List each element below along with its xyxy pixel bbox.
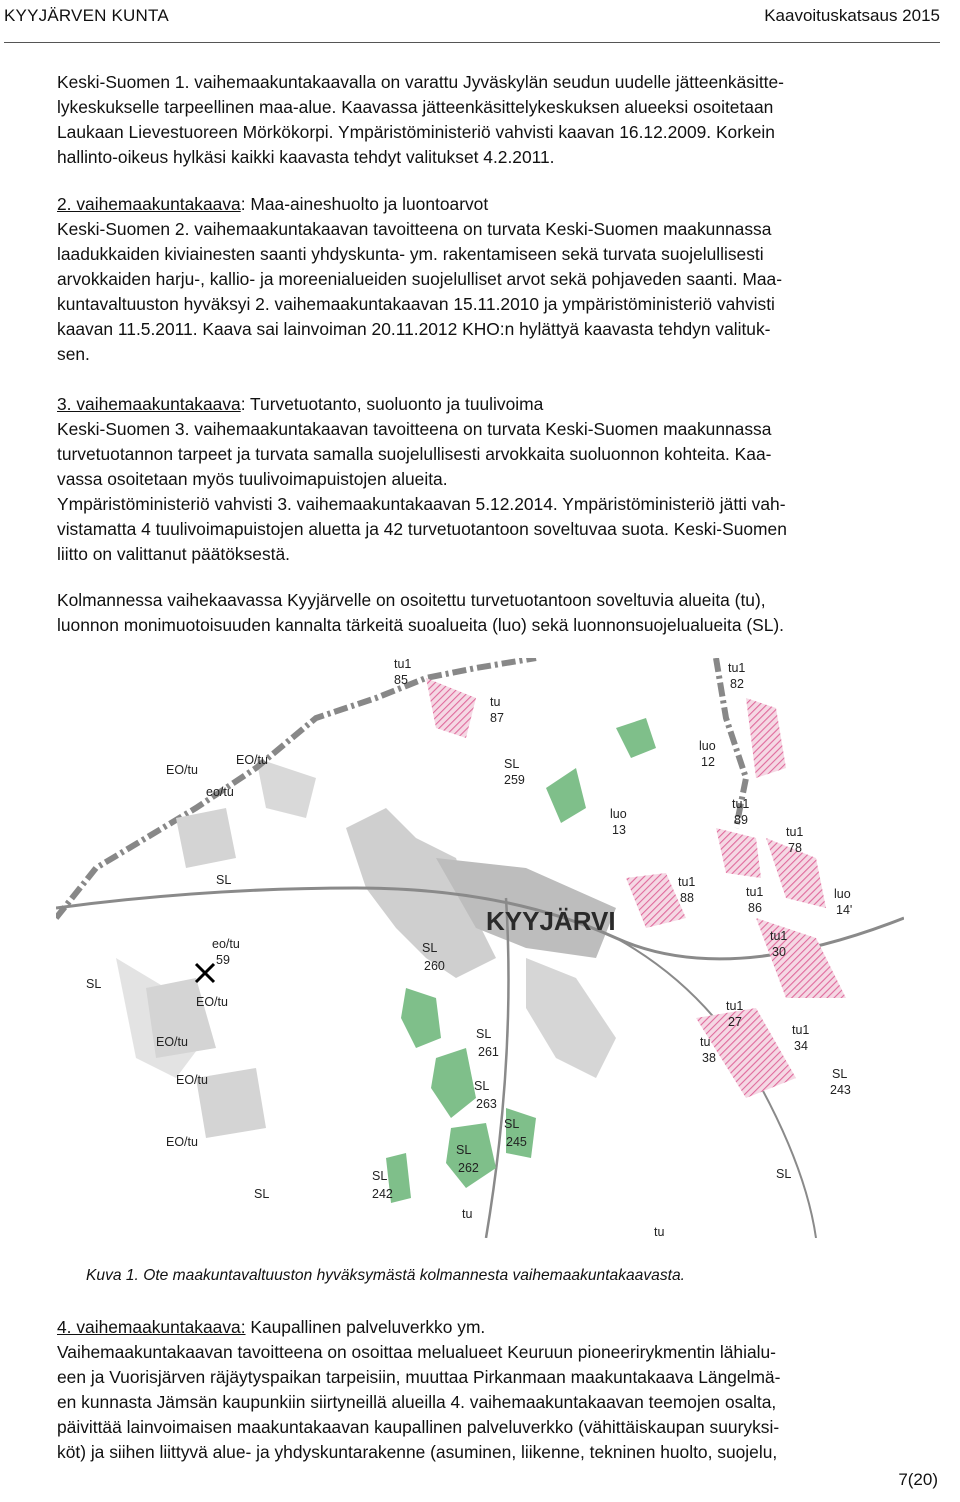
map-label: 13 <box>612 823 626 837</box>
text-line: Laukaan Lievestuoreen Mörkökorpi. Ympäristöministeriö vahvisti kaavan 16.12.2009. Korkein <box>57 122 775 142</box>
text-line: en kunnasta Jämsän kaupunkiin siirtyneillä alueilla 4. vaihemaakuntakaavan teemojen osalta, <box>57 1392 777 1412</box>
map-label: EO/tu <box>176 1073 208 1087</box>
map-label: 242 <box>372 1187 393 1201</box>
map-label: 78 <box>788 841 802 855</box>
text-line: vistamatta 4 tuulivoimapuistojen aluetta ja 42 turvetuotantoon soveltuvaa suota. Keski-Suomen <box>57 519 787 539</box>
paragraph-waste-center <box>57 70 937 170</box>
map-label: SL <box>504 757 520 771</box>
text-line: hallinto-oikeus hylkäsi kaikki kaavasta tehdyt valitukset 4.2.2011. <box>57 147 555 167</box>
header-rule <box>4 42 940 43</box>
text-line: liitto on valittanut päätöksestä. <box>57 544 290 564</box>
map-label: SL <box>422 941 438 955</box>
map-label: SL <box>456 1143 472 1157</box>
text-line: Ympäristöministeriö vahvisti 3. vaihemaakuntakaavan 5.12.2014. Ympäristöministeriö jätti vah- <box>57 494 786 514</box>
section-third-phase-plan <box>57 392 937 567</box>
section-heading <box>57 392 937 417</box>
text-line: Vaihemaakuntakaavan tavoitteena on osoittaa melualueet Keuruun pioneerirykmentin lähialu- <box>57 1342 776 1362</box>
text-line: lykeskukselle tarpeellinen maa-alue. Kaavassa jätteenkäsittelykeskuksen alueeksi osoitetaan <box>57 97 774 117</box>
map-label: 12 <box>701 755 715 769</box>
map-label: EO/tu <box>166 763 198 777</box>
map-label: SL <box>776 1167 792 1181</box>
map-label: tu1 <box>770 929 788 943</box>
page-header <box>0 0 960 44</box>
map-label: tu1 <box>394 658 412 671</box>
text-line: sen. <box>57 344 90 364</box>
eo-tu-area <box>176 808 236 868</box>
text-line: Keski-Suomen 1. vaihemaakuntakaavalla on varattu Jyväskylän seudun uudelle jätteenkäsitte- <box>57 72 784 92</box>
text-line: laadukkaiden kiviainesten saanti yhdyskunta- ym. rakentamiseen sekä turvata suojelullisesti <box>57 244 764 264</box>
page-number: 7(20) <box>898 1470 938 1489</box>
map-label: 88 <box>680 891 694 905</box>
text-line: een ja Vuorisjärven räjäytyspaikan tarpeisiin, muuttaa Pirkanmaan maakuntakaava Längelmä- <box>57 1367 781 1387</box>
text-line: köt) ja siihen liittyvä alue- ja yhdyskuntarakenne (asuminen, liikenne, tekninen huolto, suojelu, <box>57 1442 778 1462</box>
map-label: SL <box>504 1117 520 1131</box>
map-label: SL <box>474 1079 490 1093</box>
figure-caption: Kuva 1. Ote maakuntavaltuuston hyväksymästä kolmannesta vaihemaakuntakaavasta. <box>86 1267 685 1284</box>
map-label: tu1 <box>732 797 750 811</box>
map-label: eo/tu <box>212 937 240 951</box>
paragraph-kyyjarvi-areas <box>57 588 937 638</box>
header-document-title: Kaavoituskatsaus 2015 <box>764 6 940 25</box>
map-label: SL <box>254 1187 270 1201</box>
map-label: 259 <box>504 773 525 787</box>
map-label: EO/tu <box>166 1135 198 1149</box>
map-label: SL <box>832 1067 848 1081</box>
map-label: 30 <box>772 945 786 959</box>
section-heading <box>57 1315 937 1340</box>
map-label: 85 <box>394 673 408 687</box>
text-line: turvetuotannon tarpeet ja turvata samalla suojelullisesti arvokkaita suoluonnon kohteita. Kaa- <box>57 444 772 464</box>
section-heading-link[interactable]: 4. vaihemaakuntakaava: <box>57 1317 246 1337</box>
map-label: tu <box>490 695 501 709</box>
map-label: tu1 <box>726 999 744 1013</box>
map-label: 27 <box>728 1015 742 1029</box>
section-heading-link[interactable]: 3. vaihemaakuntakaava <box>57 394 241 414</box>
map-label: 243 <box>830 1083 851 1097</box>
map-label: tu <box>654 1225 665 1238</box>
map-label: 38 <box>702 1051 716 1065</box>
map-label: 245 <box>506 1135 527 1149</box>
text-line: luonnon monimuotoisuuden kannalta tärkeitä suoalueita (luo) sekä luonnonsuojelualueita (SL). <box>57 615 785 635</box>
text-line: Kolmannessa vaihekaavassa Kyyjärvelle on osoitettu turvetuotantoon soveltuvia alueita (tu), <box>57 590 766 610</box>
map-label: tu1 <box>728 661 746 675</box>
map-label: 59 <box>216 953 230 967</box>
map-label: SL <box>372 1169 388 1183</box>
map-label: 263 <box>476 1097 497 1111</box>
section-heading <box>57 192 937 217</box>
map-label: luo <box>610 807 627 821</box>
section-heading-text: : Turvetuotanto, suoluonto ja tuulivoima <box>240 394 544 414</box>
map-label: eo/tu <box>206 785 234 799</box>
map-label: SL <box>476 1027 492 1041</box>
text-line: vassa osoitetaan myös tuulivoimapuistojen alueita. <box>57 469 448 489</box>
text-line: päivittää lainvoimaisen maakuntakaavan kaupallinen palveluverkko (vähittäiskaupan suuryksi- <box>57 1417 780 1437</box>
map-label: SL <box>86 977 102 991</box>
map-label: 87 <box>490 711 504 725</box>
text-line: kuntavaltuuston hyväksyi 2. vaihemaakuntakaavan 15.11.2010 ja ympäristöministeriö vahvisti <box>57 294 775 314</box>
map-label: 14' <box>836 903 853 917</box>
section-second-phase-plan <box>57 192 937 367</box>
map-label: 86 <box>748 901 762 915</box>
map-label: EO/tu <box>236 753 268 767</box>
map-label: 261 <box>478 1045 499 1059</box>
map-label: tu1 <box>792 1023 810 1037</box>
regional-plan-map <box>56 658 904 1238</box>
map-label: EO/tu <box>196 995 228 1009</box>
text-line: Keski-Suomen 2. vaihemaakuntakaavan tavoitteena on turvata Keski-Suomen maakunnassa <box>57 219 772 239</box>
map-label: 34 <box>794 1039 808 1053</box>
map-label: tu1 <box>678 875 696 889</box>
map-label: SL <box>216 873 232 887</box>
map-label: luo <box>834 887 851 901</box>
section-fourth-phase-plan <box>57 1315 937 1465</box>
text-line: Keski-Suomen 3. vaihemaakuntakaavan tavoitteena on turvata Keski-Suomen maakunnassa <box>57 419 772 439</box>
map-town-label: KYYJÄRVI <box>486 906 616 936</box>
text-line: kaavan 11.5.2011. Kaava sai lainvoiman 20.11.2012 KHO:n hylättyä kaavasta tehdyn valituk- <box>57 319 771 339</box>
map-label: tu1 <box>786 825 804 839</box>
map-label: tu <box>462 1207 473 1221</box>
map-label: 89 <box>734 813 748 827</box>
header-organization: KYYJÄRVEN KUNTA <box>4 6 169 25</box>
section-heading-link[interactable]: 2. vaihemaakuntakaava <box>57 194 241 214</box>
text-line: arvokkaiden harju-, kallio- ja moreenialueiden suojelulliset arvot sekä pohjaveden saanti. Maa- <box>57 269 783 289</box>
map-label: EO/tu <box>156 1035 188 1049</box>
map-label: luo <box>699 739 716 753</box>
map-label: tu1 <box>746 885 764 899</box>
map-label: 262 <box>458 1161 479 1175</box>
map-label: 82 <box>730 677 744 691</box>
section-heading-text: Kaupallinen palveluverkko ym. <box>245 1317 486 1337</box>
map-label: tu <box>700 1035 711 1049</box>
section-heading-text: : Maa-aineshuolto ja luontoarvot <box>240 194 489 214</box>
map-label: 260 <box>424 959 445 973</box>
